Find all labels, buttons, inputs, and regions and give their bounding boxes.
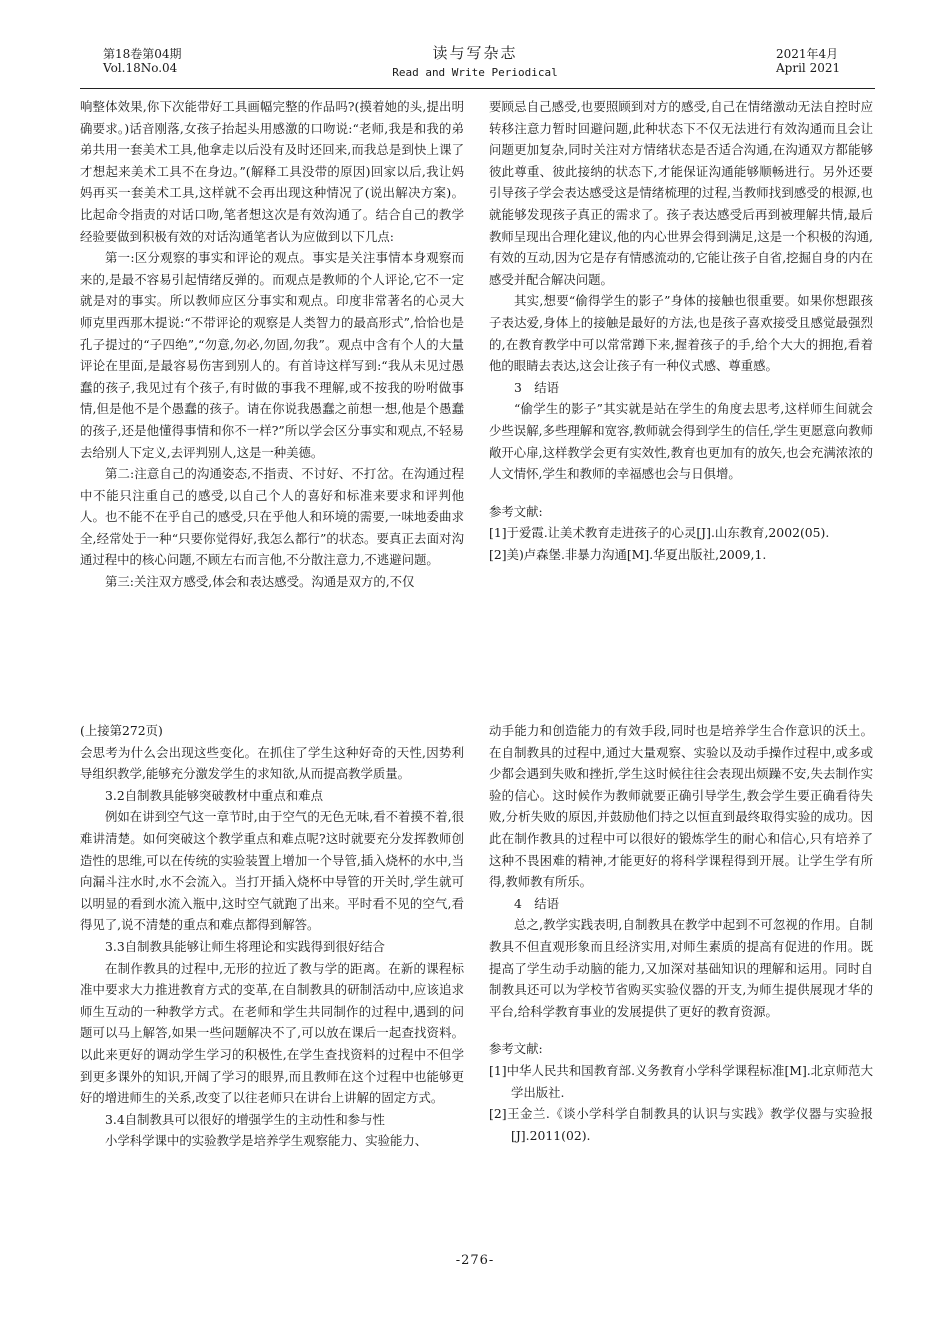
- paragraph: 在制作教具的过程中,无形的拉近了教与学的距离。在新的课程标准中要求大力推进教育方式的变革,在自制教具的研制活动中,应该追求师生互动的一种教学方式。在老师和学生共同制作的过程中,遇到的问题可以马上解答,如果一些问题解决不了,可以放在课后一起查找资料。以此来更好的调动学生学习的积极性,在学生查找资料的过程中不但学到更多课外的知识,开阔了学习的眼界,而且教师在这个过程中也能够更好的增进师生的关系,改变了以往老师只在讲台上讲解的固定方式。: [80, 960, 464, 1106]
- reference-item: [2]美)卢森堡.非暴力沟通[M].华夏出版社,2009,1.: [489, 546, 767, 562]
- subsection-heading: 3.3自制教具能够让师生将理论和实践得到很好结合: [105, 938, 385, 954]
- date-en: April 2021: [776, 61, 841, 75]
- subsection-heading: 3.2自制教具能够突破教材中重点和难点: [105, 787, 323, 803]
- paragraph: 第三:关注双方感受,体会和表达感受。沟通是双方的,不仅: [105, 574, 415, 590]
- column-bottom-right: [489, 720, 873, 1146]
- reference-item: [1]中华人民共和国教育部.义务教育小学科学课程标准[M].北京师范大学出版社.: [489, 1062, 873, 1100]
- column-bottom-left: [80, 720, 464, 1152]
- references-heading: 参考文献:: [489, 503, 543, 519]
- page-header: [0, 0, 950, 86]
- volume-cn: 第18卷第04期: [103, 47, 182, 61]
- paragraph: 动手能力和创造能力的有效手段,同时也是培养学生合作意识的沃土。在自制教具的过程中,通过大量观察、实验以及动手操作过程中,或多或少都会遇到失败和挫折,学生这时候往往会表现出烦躁不安,失去制作实验的信心。这时候作为教师就要正确引导学生,教会学生要正确看待失败,分析失败的原因,并鼓励他们持之以恒直到最终取得实验的成功。因此在制作教具的过程中可以很好的锻炼学生的耐心和信心,只有培养了这种不畏困难的精神,才能更好的将科学课程得到开展。让学生学有所得,教师教有所乐。: [489, 723, 873, 890]
- column-top-left: [80, 96, 464, 593]
- subsection-heading: 3.4自制教具可以很好的增强学生的主动性和参与性: [105, 1111, 385, 1127]
- paragraph: 例如在讲到空气这一章节时,由于空气的无色无味,看不着摸不着,很难讲清楚。如何突破这个教学重点和难点呢?这时就要充分发挥教师创造性的思维,可以在传统的实验装置上增加一个导管,插入烧杯的水中,当向漏斗注水时,水不会流入。当打开插入烧杯中导管的开关时,学生就可以明显的看到水流入瓶中,这时空气就跑了出来。平时看不见的空气,看得见了,说不清楚的重点和难点都得到解答。: [80, 809, 464, 933]
- paragraph: 小学科学课中的实验教学是培养学生观察能力、实验能力、: [105, 1133, 428, 1149]
- journal-title-en: Read and Write Periodical: [392, 66, 558, 79]
- column-top-right: [489, 96, 873, 565]
- volume-en: Vol.18No.04: [103, 61, 178, 75]
- reference-item: [2]王金兰.《谈小学科学自制教具的认识与实践》教学仪器与实验报[J].2011(02).: [489, 1106, 873, 1143]
- continued-note: (上接第272页): [80, 723, 163, 738]
- references-heading: 参考文献:: [489, 1041, 543, 1057]
- page-number: -276-: [455, 1253, 495, 1268]
- journal-title-cn: 读与写杂志: [432, 44, 518, 62]
- paragraph: 第一:区分观察的事实和评论的观点。事实是关注事情本身观察而来的,是最不容易引起情绪反弹的。而观点是教师的个人评论,它不一定就是对的事实。所以教师应区分事实和观点。印度非常著名的心灵大师克里西那木提说:“不带评论的观察是人类智力的最高形式”,恰恰也是孔子提过的“子四绝”,“勿意,勿必,勿固,勿我”。观点中含有个人的大量评论在里面,是最容易伤害到别人的。有首诗这样写到:“我从未见过愚蠢的孩子,我见过有个孩子,有时做的事我不理解,或不按我的吩咐做事情,但是他不是个愚蠢的孩子。请在你说我愚蠢之前想一想,他是个愚蠢的孩子,还是他懂得事情和你不一样?”所以学会区分事实和观点,不轻易去给别人下定义,去评判别人,这是一种美德。: [80, 250, 464, 460]
- date-cn: 2021年4月: [776, 47, 839, 61]
- paragraph: 其实,想要“偷得学生的影子”身体的接触也很重要。如果你想跟孩子表达爱,身体上的接触是最好的方法,也是孩子喜欢接受且感觉最强烈的,在教育教学中可以常常蹲下来,握着孩子的手,给个大大的拥抱,看着他的眼睛去表达,这会让孩子有一种仪式感、尊重感。: [489, 293, 873, 374]
- paragraph: 会思考为什么会出现这些变化。在抓住了学生这种好奇的天性,因势利导组织教学,能够充分激发学生的求知欲,从而提高教学质量。: [80, 744, 464, 782]
- header-rule: [80, 88, 875, 89]
- section-heading: 3 结语: [514, 379, 560, 395]
- paragraph: 要顾忌自己感受,也要照顾到对方的感受,自己在情绪激动无法自控时应转移注意力暂时回避问题,此种状态下不仅无法进行有效沟通而且会让问题更加复杂,同时关注对方情绪状态是否适合沟通,在沟通双方都能够彼此尊重、彼此接纳的状态下,才能保证沟通能够顺畅进行。另外还要引导孩子学会表达感受这是情绪梳理的过程,当教师找到感受的根源,也就能够发现孩子真正的需求了。孩子表达感受后再到被理解共情,最后教师呈现出合理化建议,他的内心世界会得到满足,这是一个积极的沟通,有效的互动,因为它是存有情感流动的,它能让孩子自省,挖掘自身的内在感受并配合解决问题。: [489, 99, 873, 287]
- section-heading: 4 结语: [514, 895, 560, 911]
- issue-date: [776, 47, 840, 75]
- paragraph: 第二:注意自己的沟通姿态,不指责、不讨好、不打岔。在沟通过程中不能只注重自己的感受,以自己个人的喜好和标准来要求和评判他人。也不能不在乎自己的感受,只在乎他人和环境的需要,一味地委曲求全,经常处于一种“只要你觉得好,我怎么都行”的状态。要真正去面对沟通过程中的核心问题,不顾左右而言他,不分散注意力,不逃避问题。: [80, 466, 464, 568]
- paragraph: “偷学生的影子”其实就是站在学生的角度去思考,这样师生间就会少些误解,多些理解和宽容,教师就会得到学生的信任,学生更愿意向教师敞开心扉,这样教学会更有实效性,教育也更加有的放矢,也会充满浓浓的人文情怀,学生和教师的幸福感也会与日俱增。: [489, 401, 873, 482]
- paragraph: 响整体效果,你下次能带好工具画幅完整的作品吗?(摸着她的头,提出明确要求。)话音刚落,女孩子抬起头用感激的口吻说:“老师,我是和我的弟弟共用一套美术工具,他拿走以后没有及时还回来,而我总是到快上课了才想起来美术工具不在身边。”(解释工具没带的原因)回家以后,我让妈妈再买一套美术工具,这样就不会再出现这种情况了(说出解决方案)。比起命令指责的对话口吻,笔者想这次是有效沟通了。结合自己的教学经验要做到积极有效的对话沟通笔者认为应做到以下几点:: [80, 99, 464, 244]
- paragraph: 总之,教学实践表明,自制教具在教学中起到不可忽视的作用。自制教具不但直观形象而且经济实用,对师生素质的提高有促进的作用。既提高了学生动手动脑的能力,又加深对基础知识的理解和运用。同时自制教具还可以为学校节省购买实验仪器的开支,为师生提供展现才华的平台,给科学教育事业的发展提供了更好的教育资源。: [489, 917, 873, 1019]
- reference-item: [1]于爱霞.让美术教育走进孩子的心灵[J].山东教育,2002(05).: [489, 525, 830, 541]
